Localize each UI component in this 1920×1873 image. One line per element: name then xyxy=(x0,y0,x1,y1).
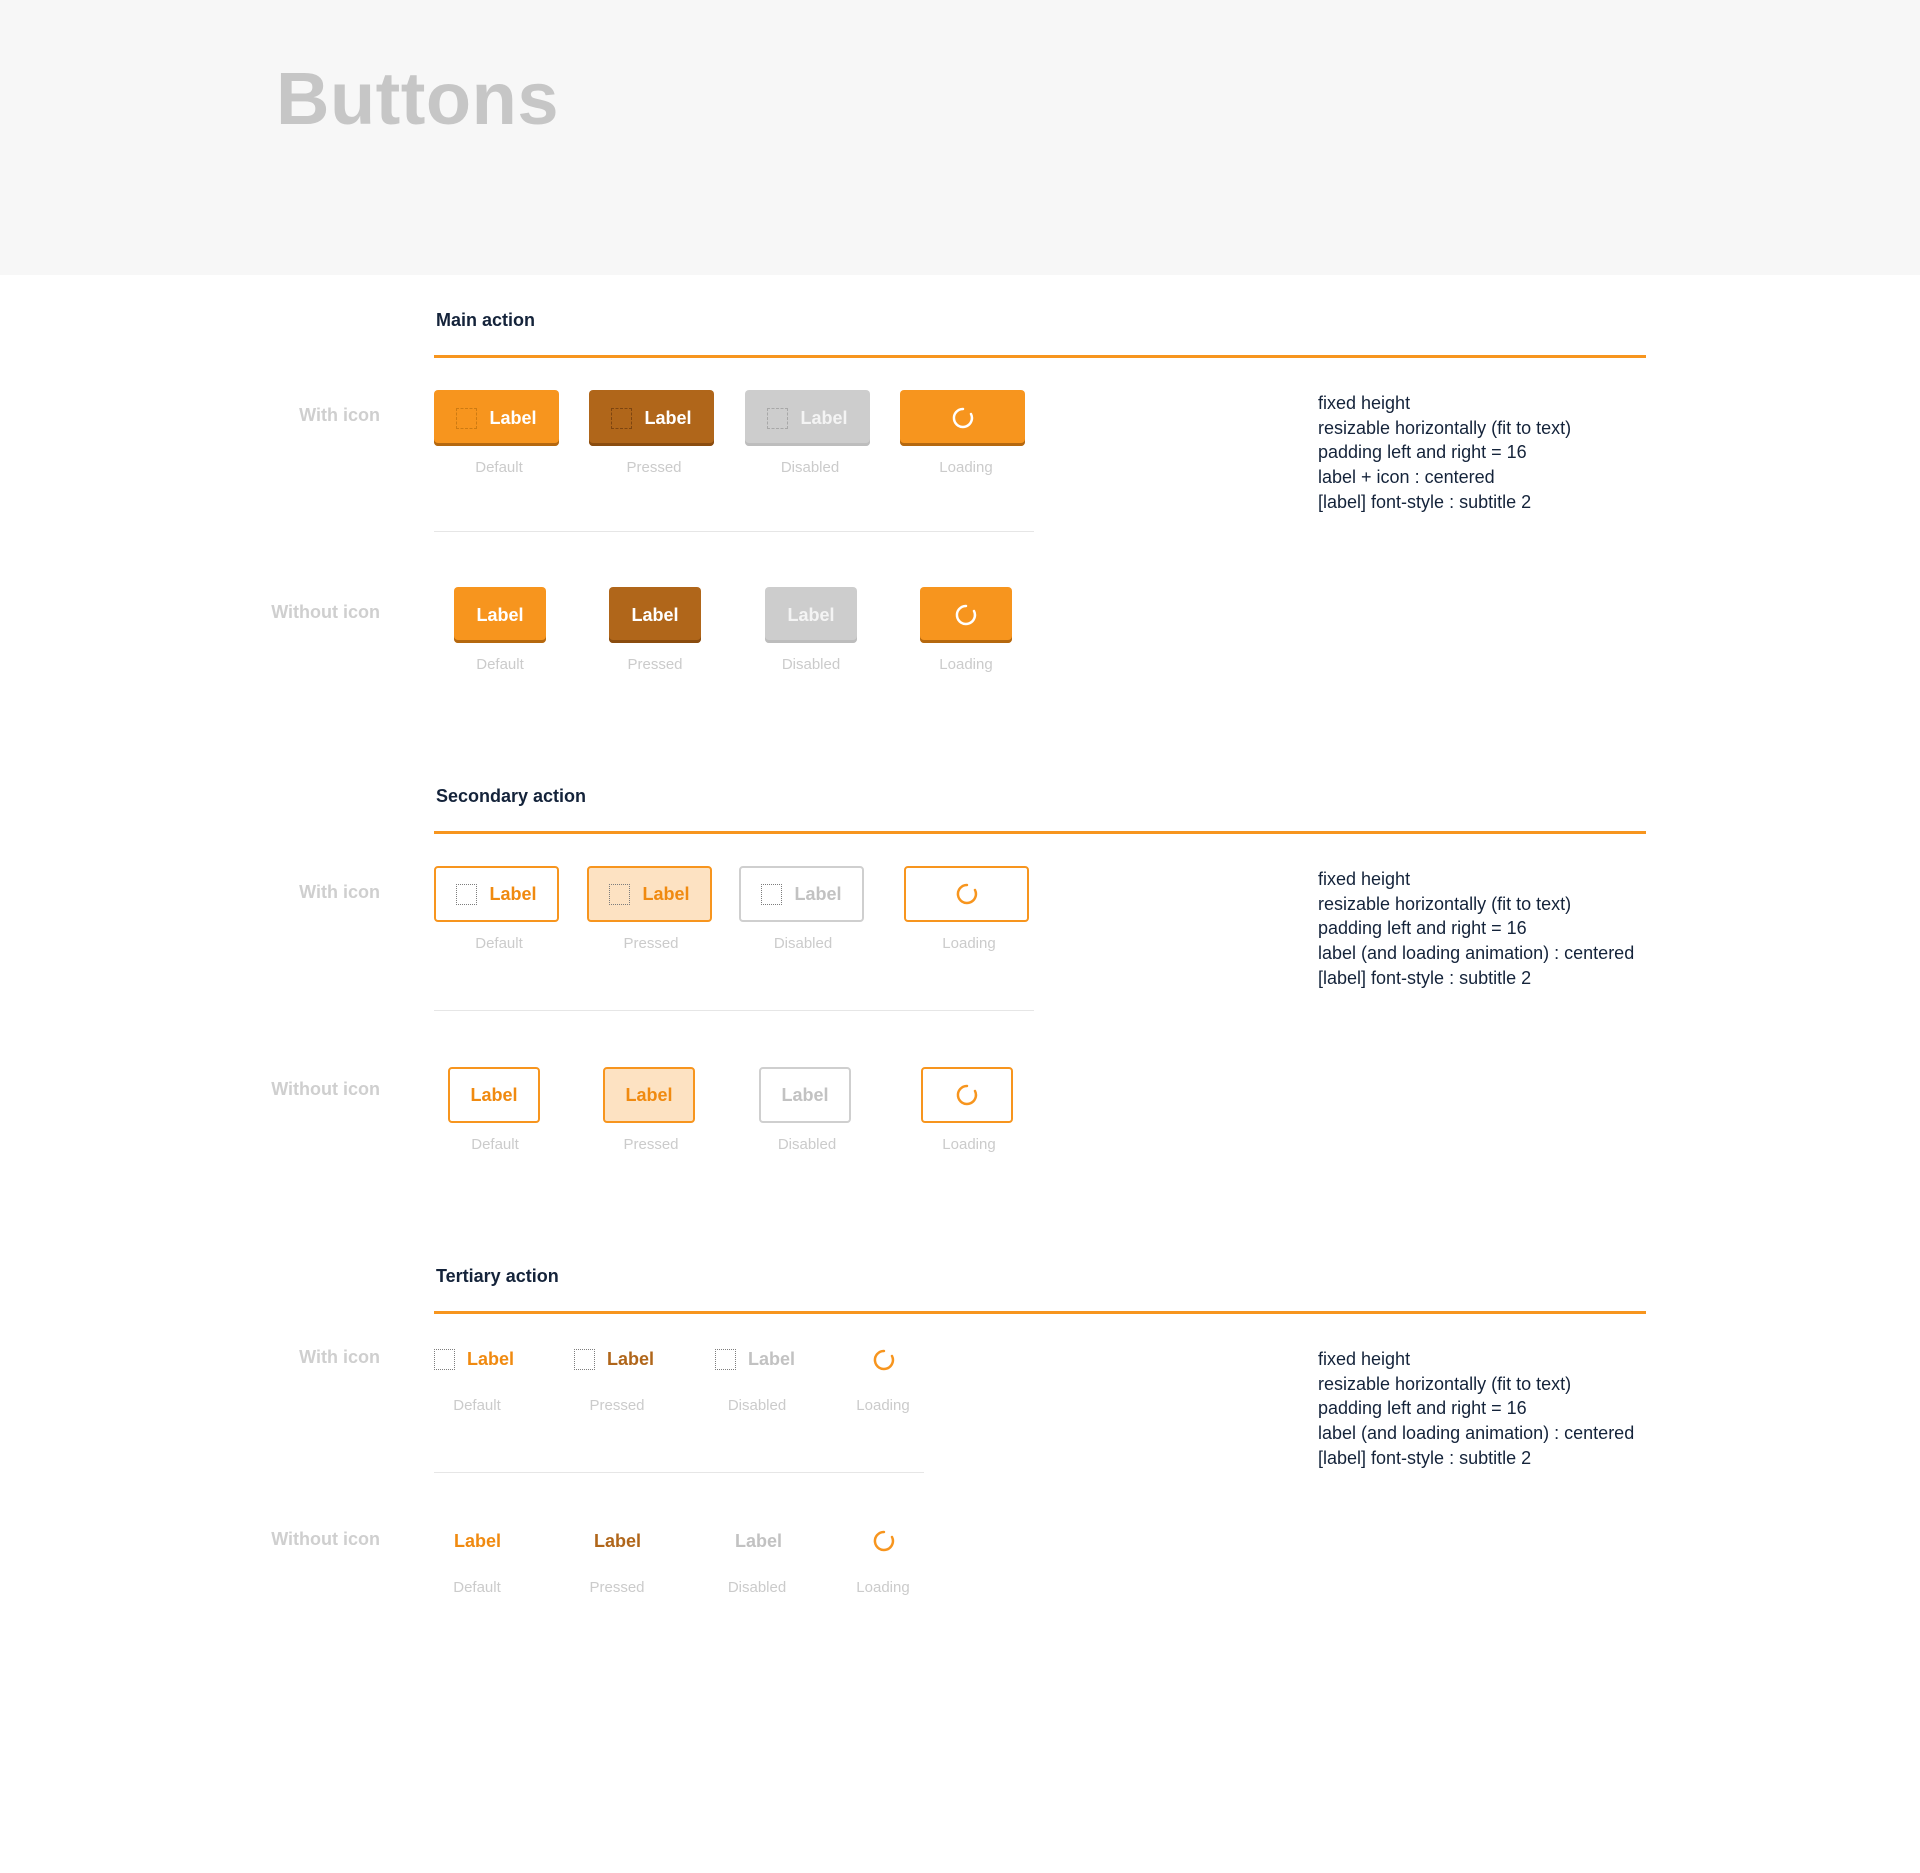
page-title: Buttons xyxy=(276,57,559,140)
note-line: padding left and right = 16 xyxy=(1318,1398,1527,1419)
button-label: Label xyxy=(631,604,679,625)
button-label: Label xyxy=(467,1348,515,1369)
main-default-button[interactable] xyxy=(434,390,559,446)
button-label: Label xyxy=(748,1348,796,1369)
spec-notes xyxy=(1318,867,1634,991)
button-label: Label xyxy=(454,1530,502,1551)
note-line: resizable horizontally (fit to text) xyxy=(1318,417,1572,438)
state-label: Loading xyxy=(856,1397,910,1414)
tertiary-pressed-button[interactable] xyxy=(574,1344,654,1374)
state-label: Loading xyxy=(942,935,996,952)
note-line: padding left and right = 16 xyxy=(1318,918,1527,939)
row-divider xyxy=(434,1010,1034,1011)
tertiary-pressed-button[interactable] xyxy=(594,1526,641,1556)
note-line: [label] font-style : subtitle 2 xyxy=(1318,1447,1532,1468)
state-label: Disabled xyxy=(777,1136,837,1153)
main-disabled-button[interactable] xyxy=(765,587,857,643)
secondary-default-button[interactable] xyxy=(448,1067,540,1123)
state-label: Pressed xyxy=(589,1397,645,1414)
note-line: resizable horizontally (fit to text) xyxy=(1318,893,1572,914)
row-label-with-icon: With icon xyxy=(299,882,380,902)
state-label: Default xyxy=(471,1136,519,1153)
button-label: Label xyxy=(476,604,524,625)
state-label: Pressed xyxy=(589,1579,645,1596)
section-title-tertiary-action: Tertiary action xyxy=(436,1266,559,1286)
note-line: label (and loading animation) : centered xyxy=(1318,943,1635,964)
button-label: Label xyxy=(781,1084,829,1105)
note-line: fixed height xyxy=(1318,869,1411,889)
secondary-loading-button[interactable] xyxy=(921,1067,1013,1123)
loading-spinner-icon xyxy=(955,1083,979,1107)
loading-spinner-icon xyxy=(951,406,975,430)
main-pressed-button[interactable] xyxy=(609,587,701,643)
state-label: Default xyxy=(453,1579,501,1596)
note-line: fixed height xyxy=(1318,393,1411,413)
tertiary-disabled-button[interactable] xyxy=(735,1526,782,1556)
section-divider xyxy=(434,355,1646,358)
row-label-without-icon: Without icon xyxy=(271,1079,380,1099)
state-label: Default xyxy=(475,459,523,476)
state-label: Loading xyxy=(856,1579,910,1596)
main-default-button[interactable] xyxy=(454,587,546,643)
loading-spinner-icon xyxy=(872,1529,896,1553)
placeholder-square-icon xyxy=(761,884,782,905)
state-label: Default xyxy=(476,656,524,673)
button-label: Label xyxy=(787,604,835,625)
placeholder-square-icon xyxy=(456,884,477,905)
secondary-default-button[interactable] xyxy=(434,866,559,922)
secondary-pressed-button[interactable] xyxy=(603,1067,695,1123)
placeholder-square-icon xyxy=(434,1349,455,1370)
state-label: Disabled xyxy=(781,656,841,673)
state-label: Pressed xyxy=(627,656,683,673)
section-divider xyxy=(434,1311,1646,1314)
placeholder-square-icon xyxy=(609,884,630,905)
note-line: padding left and right = 16 xyxy=(1318,442,1527,463)
button-label: Label xyxy=(625,1084,673,1105)
state-label: Default xyxy=(475,935,523,952)
tertiary-loading-button[interactable] xyxy=(872,1345,896,1375)
button-label: Label xyxy=(642,883,690,904)
state-label: Disabled xyxy=(780,459,840,476)
state-label: Default xyxy=(453,1397,501,1414)
row-label-without-icon: Without icon xyxy=(271,1529,380,1549)
spec-notes xyxy=(1318,1347,1634,1471)
note-line: label + icon : centered xyxy=(1318,467,1495,488)
state-label: Loading xyxy=(939,656,993,673)
state-label: Pressed xyxy=(623,1136,679,1153)
button-label: Label xyxy=(800,407,848,428)
placeholder-square-icon xyxy=(715,1349,736,1370)
placeholder-square-icon xyxy=(456,408,477,429)
main-loading-button[interactable] xyxy=(900,390,1025,446)
placeholder-square-icon xyxy=(574,1349,595,1370)
row-label-with-icon: With icon xyxy=(299,1347,380,1367)
state-label: Pressed xyxy=(626,459,682,476)
section-divider xyxy=(434,831,1646,834)
main-pressed-button[interactable] xyxy=(589,390,714,446)
button-label: Label xyxy=(644,407,692,428)
state-label: Disabled xyxy=(773,935,833,952)
state-label: Disabled xyxy=(727,1397,787,1414)
section-title-main-action: Main action xyxy=(436,310,536,330)
tertiary-loading-button[interactable] xyxy=(872,1526,896,1556)
row-label-with-icon: With icon xyxy=(299,405,380,425)
button-label: Label xyxy=(794,883,842,904)
note-line: resizable horizontally (fit to text) xyxy=(1318,1373,1572,1394)
tertiary-default-button[interactable] xyxy=(434,1344,514,1374)
loading-spinner-icon xyxy=(955,882,979,906)
secondary-disabled-button[interactable] xyxy=(759,1067,851,1123)
placeholder-square-icon xyxy=(767,408,788,429)
note-line: label (and loading animation) : centered xyxy=(1318,1423,1635,1444)
main-loading-button[interactable] xyxy=(920,587,1012,643)
secondary-disabled-button[interactable] xyxy=(739,866,864,922)
loading-spinner-icon xyxy=(872,1348,896,1372)
placeholder-square-icon xyxy=(611,408,632,429)
page-header xyxy=(0,0,1920,275)
note-line: [label] font-style : subtitle 2 xyxy=(1318,967,1532,988)
tertiary-disabled-button[interactable] xyxy=(715,1344,795,1374)
button-label: Label xyxy=(489,407,537,428)
spec-notes xyxy=(1318,391,1571,515)
row-divider xyxy=(434,1472,924,1473)
section-title-secondary-action: Secondary action xyxy=(436,786,587,806)
state-label: Loading xyxy=(942,1136,996,1153)
button-label: Label xyxy=(489,883,537,904)
button-label: Label xyxy=(594,1530,642,1551)
loading-spinner-icon xyxy=(954,603,978,627)
state-label: Disabled xyxy=(727,1579,787,1596)
state-label: Pressed xyxy=(623,935,679,952)
button-label: Label xyxy=(607,1348,655,1369)
main-disabled-button[interactable] xyxy=(745,390,870,446)
secondary-pressed-button[interactable] xyxy=(587,866,712,922)
button-label: Label xyxy=(470,1084,518,1105)
state-label: Loading xyxy=(939,459,993,476)
row-label-without-icon: Without icon xyxy=(271,602,380,622)
note-line: fixed height xyxy=(1318,1349,1411,1369)
note-line: [label] font-style : subtitle 2 xyxy=(1318,491,1532,512)
row-divider xyxy=(434,531,1034,532)
button-label: Label xyxy=(735,1530,783,1551)
tertiary-default-button[interactable] xyxy=(454,1526,501,1556)
secondary-loading-button[interactable] xyxy=(904,866,1029,922)
